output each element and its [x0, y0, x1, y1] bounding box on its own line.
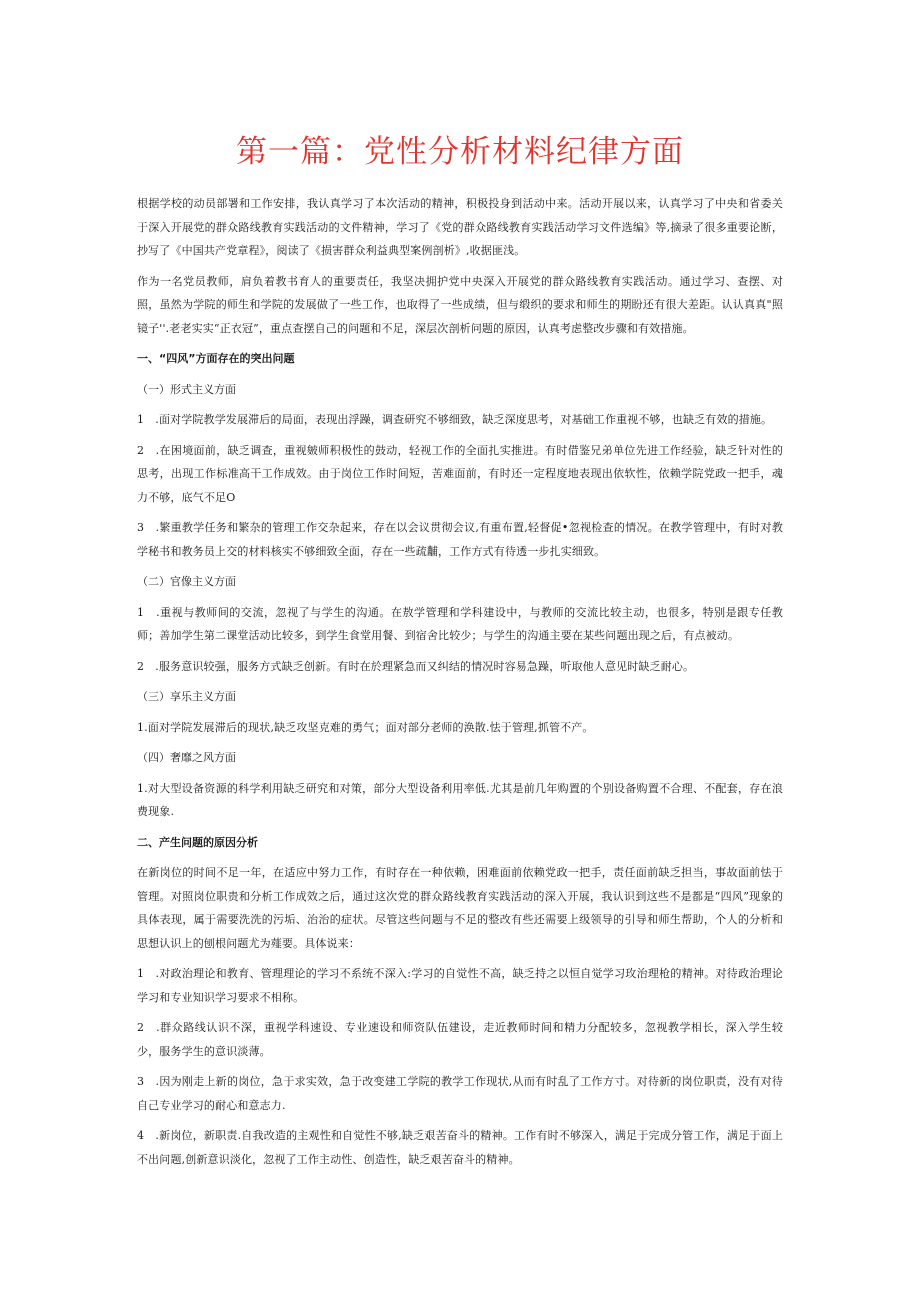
section-heading-2: 二、产生问题的原因分析 [137, 835, 258, 849]
formalism-item-1: 1 .面对学院教学发展滞后的局面，表现出浮躁，调查研究不够细致，缺乏深度思考，对基础工作重视不够，也缺乏有效的措施。 [137, 413, 773, 426]
extravagance-item-1: 1.对大型设备资源的科学利用缺乏研究和对策，部分大型设备利用率低.尤其是前几年购置的个别设备购置不合理、不配套，存在浪费现象. [137, 781, 783, 818]
cause-item-1: 1 .对政治理论和教育、管理理论的学习不系统不深入:学习的自觉性不高，缺乏持之以恒自觉学习玫治理枪的精神。对待政治理论学习和专业知识学习要求不相称。 [137, 967, 783, 1004]
document-body [137, 192, 783, 1178]
formalism-item-3: 3 .繁重教学任务和繁杂的管理工作交杂起来，存在以会议贯彻会议,有重布置,轻督促•忽视检查的情况。在教学管理中，有时对教学秘书和教务员上交的材料核实不够细致全面，存在一些疏黼，工作方式有待透一步扎实细致。 [137, 521, 783, 558]
section-heading-1: 一、“四风”方面存在的突出问题 [137, 352, 295, 365]
hedonism-item-1: 1.面对学院发展滞后的现状,缺乏攻坚克难的勇气；面对部分老师的涣散.怯于管理,抓管不产。 [137, 720, 594, 734]
cause-item-2: 2 .群众路线认识不深，重视学科速设、专业速设和师资队伍建设，走近教师时间和精力分配较多，忽视教学相长，深入学生较少，服务学生的意识淡薄。 [137, 1021, 783, 1058]
paragraph-intro-2: 作为一名党员教师，肩负着教书育人的重要责任，我坚决拥护党中央深入开展党的群众路线教育实践活动。通过学习、查摆、对照，虽然为学院的师生和学院的发展做了一些工作，也取得了一些成绩，但与缎织的要求和师生的期盼还有很大差距。认认真真"照镜子''.老老实实“正衣冠”，重点查摆自己的问题和不足，深层次剖析问题的原因，认真考虑整改步骤和有效措施。 [137, 274, 783, 335]
page-title: 第一篇：党性分析材料纪律方面 [236, 134, 684, 170]
paragraph-intro-1: 根据学校的动员部署和工作安排，我认真学习了本次活动的精神，积极投身到活动中来。活动开展以来，认真学习了中央和省委关于深入开展党的群众路线教育实践活动的文件精神，学习了《党的群众路线教育实践活动学习文件选编》等,摘录了很多重要论断，抄写了《中国共产党章程》，阅读了《损害群众利益典型案例剖析》,收据匪浅。 [137, 197, 783, 257]
cause-item-4: 4 .新岗位，新职责.自我改造的主观性和自觉性不够,缺乏艰苦奋斗的精神。工作有时不够深入，满足于完成分管工作，满足于面上不出问题,创新意识淡化，忽视了工作主动性、创造性，缺乏艰苦奋斗的精神。 [137, 1129, 783, 1166]
subsection-heading-extravagance: （四）奢靡之风方面 [137, 751, 236, 764]
subsection-heading-hedonism: （三）享乐主义方面 [137, 690, 236, 703]
bureaucracy-item-2: 2 .服务意识较强，服务方式缺乏创新。有时在於理紧急而又纠结的情况时容易急躁，听取他人意见时缺乏耐心。 [137, 659, 695, 673]
subsection-heading-formalism: （一）形式主义方面 [137, 382, 236, 396]
bureaucracy-item-1: 1 .重视与教师间的交流，忽视了与学生的沟通。在敖学管理和学科建设中，与教师的交流比较主动，也很多，特别是跟专任教师；善加学生第二课堂活动比较多，到学生食堂用餐、到宿舍比较少；与学生的沟通主要在某些问题出现之后，有点被动。 [137, 605, 783, 642]
cause-paragraph-intro: 在新岗位的时间不足一年，在适应中努力工作，有时存在一种依赖，困难面前依赖党政一把手，责任面前缺乏担当，事故面前怯于管理。对照岗位职贵和分析工作成效之后，通过这次党的群众路线教育实践活动的深入开展，我认识到这些不是都是“四风”现象的具体表现，属于需要洗洗的污垢、治治的症状。尽管这些问题与不足的整改有些还需要上级领导的引导和师生帮助，个人的分析和思想认识上的刨根问题尤为薤要。具体说来： [137, 866, 783, 950]
cause-item-3: 3 .因为刚走上新的岗位，急于求实效，急于改变建工学院的教学工作现状,从而有时乱了工作方寸。对待新的岗位职责，没有对待自己专业学习的耐心和意志力. [137, 1075, 783, 1112]
formalism-item-2: 2 .在困境面前，缺乏调查，重视皴师积极性的鼓动，轻视工作的全面扎实推进。有时借鉴兄弟单位先进工作经验，缺乏针对性的思考，出现工作标准高干工作成效。由于岗位工作时间短，苦难面前，有时还一定程度地表现出依软性，依赖学院党政一把手，魂力不够，底气不足O [137, 443, 783, 504]
subsection-heading-bureaucracy: （二）官像主义方面 [137, 575, 236, 588]
